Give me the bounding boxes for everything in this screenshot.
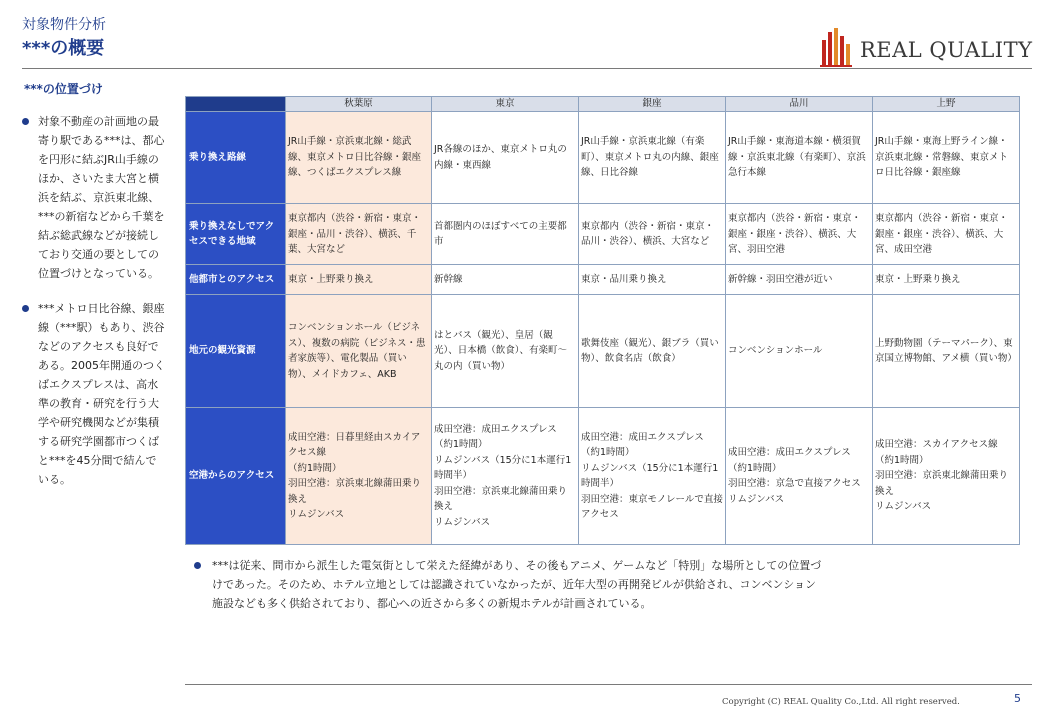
copyright-text: Copyright (C) REAL Quality Co.,Ltd. All right reserved. <box>722 697 960 707</box>
table-cell: 東京都内（渋谷・新宿・東京・銀座・銀座・渋谷）、横浜、大宮、羽田空港 <box>726 204 873 265</box>
table-cell: JR山手線・東海上野ライン線・京浜東北線・常磐線、東京メトロ日比谷線・銀座線 <box>873 112 1020 204</box>
row-header: 他都市とのアクセス <box>186 265 286 294</box>
table-cell: 歌舞伎座（観光）、銀ブラ（買い物）、飲食名店（飲食） <box>579 294 726 408</box>
table-cell: 東京・品川乗り換え <box>579 265 726 294</box>
table-cell: 成田空港：成田エクスプレス （約1時間） リムジンバス（15分に1本運行1時間半） 羽田空港：京浜東北線蒲田乗り換え リムジンバス <box>432 408 579 545</box>
column-header: 上野 <box>873 97 1020 112</box>
table-cell: はとバス（観光）、皇居（観光）、日本橋（飲食）、有楽町～丸の内（買い物） <box>432 294 579 408</box>
table-cell: コンベンションホール（ビジネス）、複数の病院（ビジネス・患者家族等）、電化製品（買い物）、メイドカフェ、AKB <box>286 294 432 408</box>
table-cell: コンベンションホール <box>726 294 873 408</box>
station-comparison-table <box>185 96 1020 545</box>
table-cell: 成田空港：日暮里経由スカイアクセス線 （約1時間） 羽田空港：京浜東北線蒲田乗り換え リムジンバス <box>286 408 432 545</box>
row-header: 乗り換えなしでアクセスできる地域 <box>186 204 286 265</box>
column-header: 品川 <box>726 97 873 112</box>
bullet-icon <box>194 562 201 569</box>
page-title: ***の概要 <box>22 38 105 59</box>
bullet-item <box>20 112 166 283</box>
table-row <box>186 204 1020 265</box>
table-cell: 成田空港：スカイアクセス線 （約1時間） 羽田空港：京浜東北線蒲田乗り換え リムジンバス <box>873 408 1020 545</box>
header-divider <box>22 68 1032 69</box>
table-cell: JR各線のほか、東京メトロ丸の内線・東西線 <box>432 112 579 204</box>
table-cell: 成田空港：成田エクスプレス （約1時間） 羽田空港：京急で直接アクセス リムジンバス <box>726 408 873 545</box>
bullet-item <box>20 299 166 489</box>
row-header: 乗り換え路線 <box>186 112 286 204</box>
table-row <box>186 112 1020 204</box>
table-row <box>186 265 1020 294</box>
bullet-icon <box>22 118 29 125</box>
table-cell: 上野動物園（テーマパーク）、東京国立博物館、アメ横（買い物） <box>873 294 1020 408</box>
header-subtitle: 対象物件分析 <box>22 17 106 33</box>
column-header: 東京 <box>432 97 579 112</box>
row-header: 地元の観光資源 <box>186 294 286 408</box>
table-cell: 東京都内（渋谷・新宿・東京・銀座・銀座・渋谷）、横浜、大宮、成田空港 <box>873 204 1020 265</box>
summary-note-text: ***は従来、問市から派生した電気街として栄えた経緯があり、その後もアニメ、ゲームなど「特別」な場所としての位置づけであった。そのため、ホテル立地としては認識されていなかったが、近年大型の再開発ビルが供給され、コンベンション施設なども多く供給されており、都心への近さから多くの新規ホテルが計画されている。 <box>212 559 822 610</box>
table-corner <box>186 97 286 112</box>
row-header: 空港からのアクセス <box>186 408 286 545</box>
table-cell: JR山手線・東海道本線・横須賀線・京浜東北線（有楽町）、京浜急行本線 <box>726 112 873 204</box>
table-cell: 成田空港：成田エクスプレス （約1時間） リムジンバス（15分に1本運行1時間半） 羽田空港：東京モノレールで直接アクセス <box>579 408 726 545</box>
building-logo-icon <box>818 26 854 68</box>
table-row <box>186 408 1020 545</box>
bullet-icon <box>22 305 29 312</box>
table-cell: JR山手線・京浜東北線（有楽町）、東京メトロ丸の内線、銀座線、日比谷線 <box>579 112 726 204</box>
bullet-text: ***メトロ日比谷線、銀座線（***駅）もあり、渋谷などのアクセスも良好である。2005年開通のつくばエクスプレスは、高水準の教育・研究を行う大学や研究機関などが集積する研究学園都市つくばと***を45分間で結んでいる。 <box>38 302 165 486</box>
table-cell: 新幹線・羽田空港が近い <box>726 265 873 294</box>
footer-divider <box>185 684 1032 685</box>
table-cell: 新幹線 <box>432 265 579 294</box>
section-heading: ***の位置づけ <box>24 82 103 96</box>
page-number: 5 <box>1014 692 1021 705</box>
table-cell: JR山手線・京浜東北線・総武線、東京メトロ日比谷線・銀座線、つくばエクスプレス線 <box>286 112 432 204</box>
column-header: 秋葉原 <box>286 97 432 112</box>
table-cell: 東京都内（渋谷・新宿・東京・品川・渋谷）、横浜、大宮など <box>579 204 726 265</box>
bullet-text: 対象不動産の計画地の最寄り駅である***は、都心を円形に結ぶJR山手線のほか、さいたま大宮と横浜を結ぶ、京浜東北線、***の新宿などから千葉を結ぶ総武線などが接続しており交通の要としての位置づけとなっている。 <box>38 115 165 280</box>
table-cell: 首都圏内のほぼすべての主要都市 <box>432 204 579 265</box>
table-cell: 東京都内（渋谷・新宿・東京・銀座・品川・渋谷）、横浜、千葉、大宮など <box>286 204 432 265</box>
logo-wordmark: REAL QUALITY <box>860 38 1033 62</box>
column-header: 銀座 <box>579 97 726 112</box>
company-logo <box>818 26 1033 68</box>
table-cell: 東京・上野乗り換え <box>286 265 432 294</box>
table-cell: 東京・上野乗り換え <box>873 265 1020 294</box>
table-row <box>186 294 1020 408</box>
summary-note <box>212 556 824 613</box>
sidebar-bullets <box>20 112 166 505</box>
